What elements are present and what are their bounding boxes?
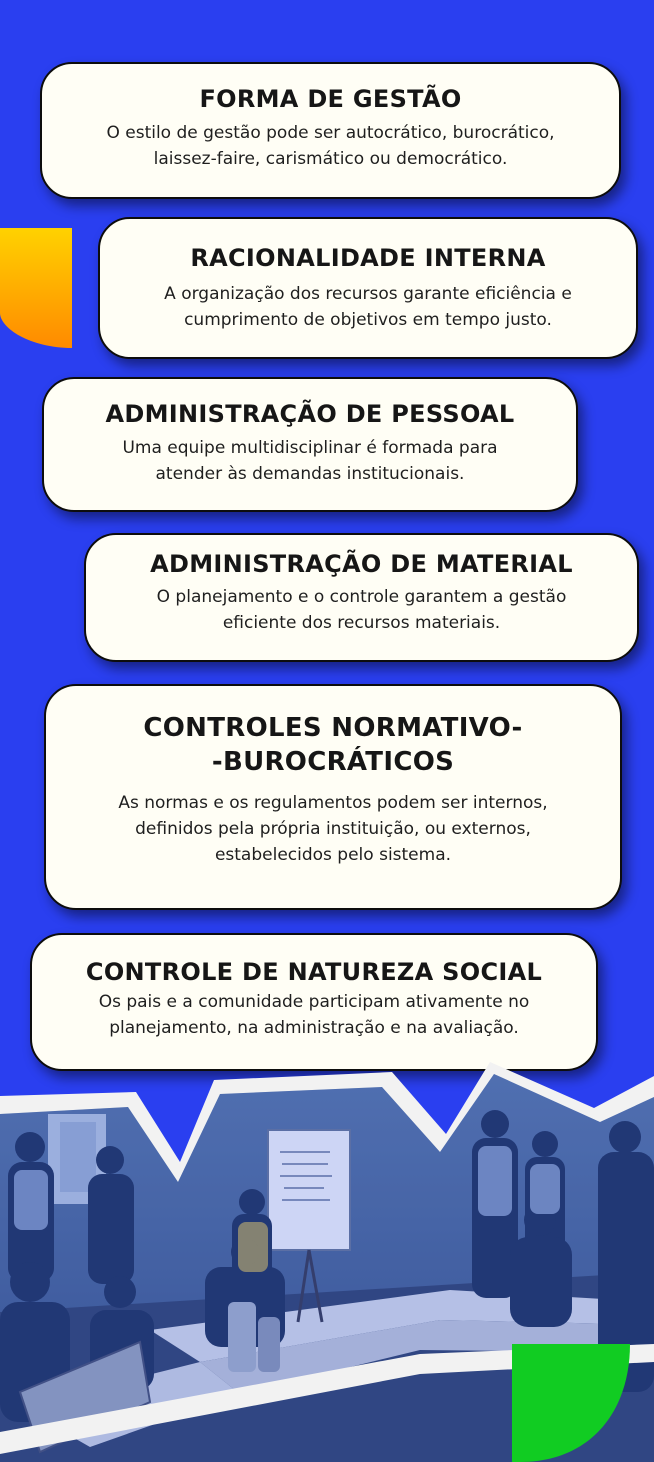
card-text xyxy=(46,790,620,869)
card-title xyxy=(46,712,620,780)
card-text xyxy=(44,435,576,488)
card-text xyxy=(100,281,636,334)
card-text xyxy=(86,584,637,637)
card-text-line: eficiente dos recursos materiais. xyxy=(222,613,501,634)
card-controles-normativo-burocraticos xyxy=(44,684,622,910)
card-title: ADMINISTRAÇÃO DE MATERIAL xyxy=(150,550,573,578)
card-title-line: -BUROCRÁTICOS xyxy=(211,746,455,777)
card-title: CONTROLE DE NATUREZA SOCIAL xyxy=(85,958,543,986)
card-title: ADMINISTRAÇÃO DE PESSOAL xyxy=(105,400,515,428)
card-text-line: A organização dos recursos garante eficiência e xyxy=(164,284,572,304)
card-text-line: planejamento, na administração e na avaliação. xyxy=(109,1018,519,1039)
card-text-line: atender às demandas institucionais. xyxy=(155,464,465,485)
card-text-line: O planejamento e o controle garantem a gestão xyxy=(156,587,567,607)
card-title: RACIONALIDADE INTERNA xyxy=(190,244,546,272)
card-text-line: cumprimento de objetivos em tempo justo. xyxy=(184,310,552,331)
meeting-photo xyxy=(0,1062,654,1462)
card-text-line: Os pais e a comunidade participam ativamente no xyxy=(98,992,530,1012)
card-administracao-de-pessoal xyxy=(42,377,578,512)
card-text-line: definidos pela própria instituição, ou externos, xyxy=(135,818,531,839)
card-racionalidade-interna xyxy=(98,217,638,359)
card-text-line: laissez-faire, carismático ou democrático. xyxy=(153,149,508,170)
card-text-line: As normas e os regulamentos podem ser internos, xyxy=(118,792,548,813)
card-text xyxy=(32,989,596,1042)
card-text-line: estabelecidos pelo sistema. xyxy=(214,845,452,866)
card-administracao-de-material xyxy=(84,533,639,662)
card-text-line: O estilo de gestão pode ser autocrático, burocrático, xyxy=(106,123,555,143)
card-title-line: CONTROLES NORMATIVO- xyxy=(143,713,523,743)
card-controle-de-natureza-social xyxy=(30,933,598,1071)
card-forma-de-gestao xyxy=(40,62,621,199)
card-title: FORMA DE GESTÃO xyxy=(199,85,462,113)
card-text xyxy=(42,120,619,173)
card-text-line: Uma equipe multidisciplinar é formada para xyxy=(122,438,498,458)
orange-quarter-circle xyxy=(0,228,72,348)
